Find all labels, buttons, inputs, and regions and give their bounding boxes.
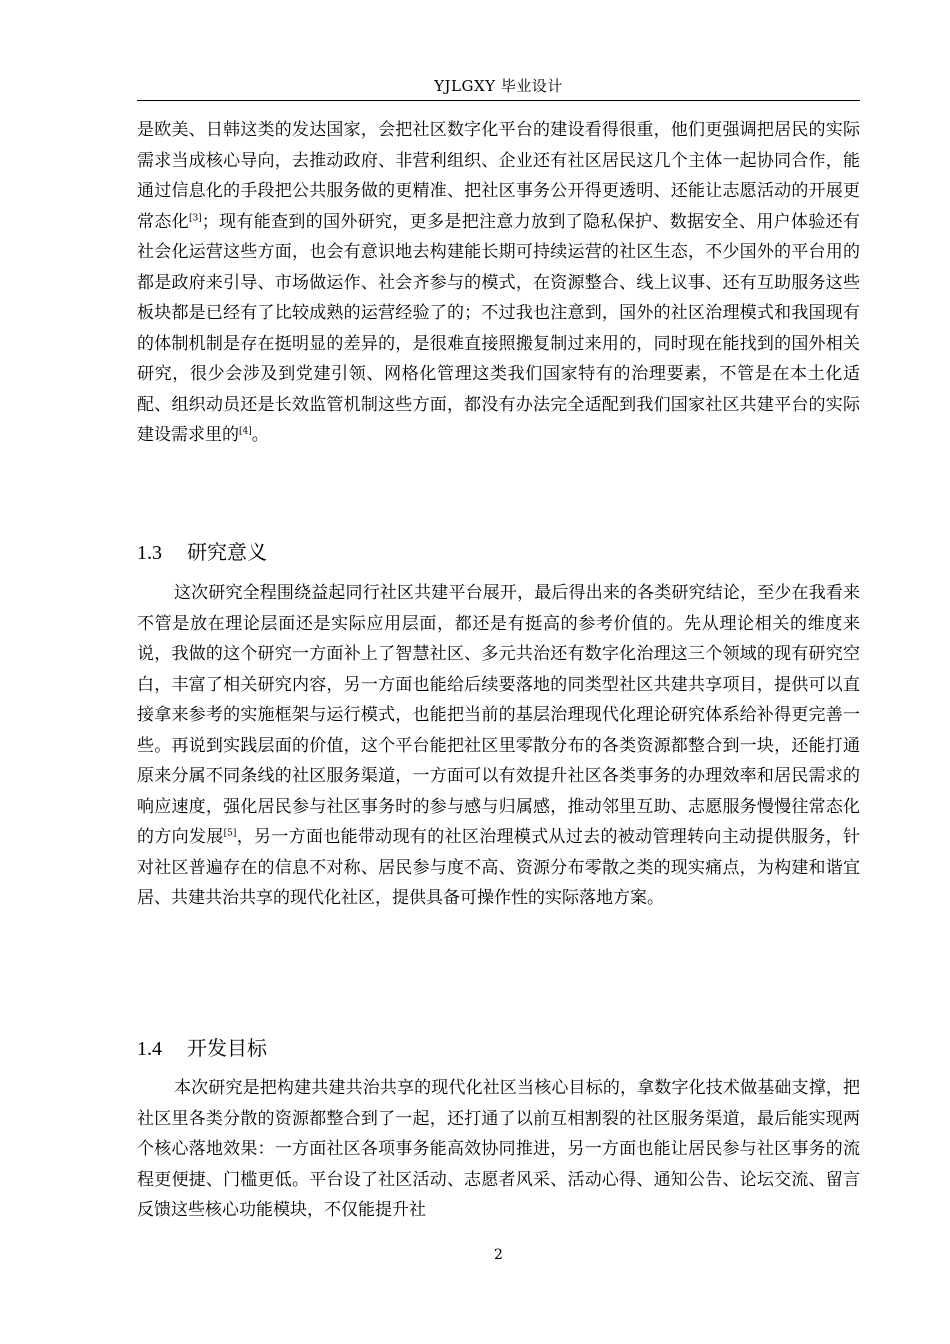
paragraph-text: 这次研究全程围绕益起同行社区共建平台展开，最后得出来的各类研究结论，至少在我看来不管是放在理论层面还是实际应用层面，都还是有挺高的参考价值的。先从理论相关的维度来说，我做的这个研究一方面补上了智慧社区、多元共治还有数字化治理这三个领域的现有研究空白，丰富了相关研究内容，另一方面也能给后续要落地的同类型社区共建共享项目，提供可以直接拿来参考的实施框架与运行模式，也能把当前的基层治理现代化理论研究体系给补得更完善一些。再说到实践层面的价值，这个平台能把社区里零散分布的各类资源都整合到一块，还能打通原来分属不同条线的社区服务渠道，一方面可以有效提升社区各类事务的办理效率和居民需求的响应速度，强化居民参与社区事务时的参与感与归属感，推动邻里互助、志愿服务慢慢往常态化的方向发展	[137, 583, 860, 847]
paragraph-text: 是欧美、日韩这类的发达国家，会把社区数字化平台的建设看得很重，他们更强调把居民的实际需求当成核心导向，去推动政府、非营利组织、企业还有社区居民这几个主体一起协同合作，能通过信息化的手段把公共服务做的更精准、把社区事务公开得更透明、还能让志愿活动的开展更常态化	[137, 120, 860, 232]
header-rule	[137, 100, 860, 101]
section-heading-research-significance	[137, 538, 860, 567]
citation-ref: [5]	[223, 828, 237, 839]
paragraph-text: 本次研究是把构建共建共治共享的现代化社区当核心目标的，拿数字化技术做基础支撑，把社区里各类分散的资源都整合到了一起，还打通了以前互相割裂的社区服务渠道，最后能实现两个核心落地效果：一方面社区各项事务能高效协同推进，另一方面也能让居民参与社区事务的流程更便捷、门槛更低。平台设了社区活动、志愿者风采、活动心得、通知公告、论坛交流、留言反馈这些核心功能模块，不仅能提升社	[137, 1078, 860, 1220]
paragraph-foreign-research	[137, 115, 860, 451]
paragraph-text: 。	[251, 425, 269, 445]
page-number: 2	[494, 1247, 503, 1263]
section-number: 1.4	[137, 1038, 162, 1060]
section-title: 研究意义	[187, 540, 267, 564]
section-title: 开发目标	[187, 1036, 267, 1060]
paragraph-text: ，另一方面也能带动现有的社区治理模式从过去的被动管理转向主动提供服务，针对社区普遍存在的信息不对称、居民参与度不高、资源分布零散之类的现实痛点，为构建和谐宜居、共建共治共享的现代化社区，提供具备可操作性的实际落地方案。	[137, 827, 861, 908]
paragraph-text: ；现有能查到的国外研究，更多是把注意力放到了隐私保护、数据安全、用户体验还有社会化运营这些方面，也会有意识地去构建能长期可持续运营的社区生态，不少国外的平台用的都是政府来引导、市场做运作、社会齐参与的模式，在资源整合、线上议事、还有互助服务这些板块都是已经有了比较成熟的运营经验了的；不过我也注意到，国外的社区治理模式和我国现有的体制机制是存在挺明显的差异的，是很难直接照搬复制过来用的，同时现在能找到的国外相关研究，很少会涉及到党建引领、网格化管理这类我们国家特有的治理要素，不管是在本土化适配、组织动员还是长效监管机制这些方面，都没有办法完全适配到我们国家社区共建平台的实际建设需求里的	[137, 211, 861, 445]
paragraph-development-goals	[137, 1073, 860, 1226]
section-heading-development-goals	[137, 1034, 860, 1063]
page-header: YJLGXY 毕业设计	[434, 77, 563, 95]
paragraph-research-significance	[137, 578, 860, 914]
section-number: 1.3	[137, 542, 162, 564]
citation-ref: [3]	[189, 212, 202, 223]
citation-ref: [4]	[239, 426, 252, 437]
